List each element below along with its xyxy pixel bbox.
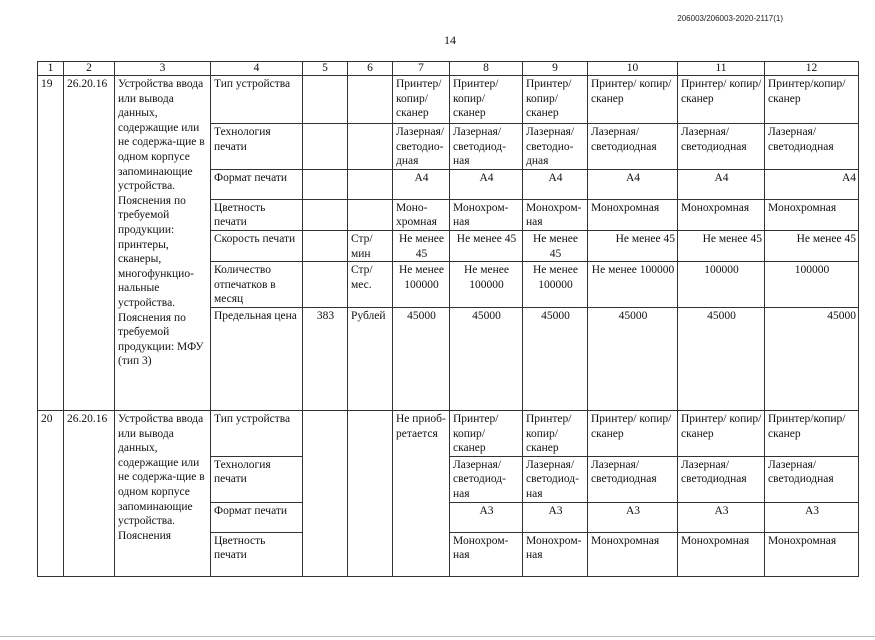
value-col12: Лазерная/ светодиодная <box>765 456 859 502</box>
value-col12: Не менее 45 <box>765 230 859 261</box>
page-number: 14 <box>444 33 456 47</box>
value-col11: Монохромная <box>678 532 765 576</box>
unit-code <box>303 230 348 261</box>
value-col9: Монохром-ная <box>523 532 588 576</box>
value-col12: A4 <box>765 169 859 199</box>
header-cell: 1 <box>38 62 64 76</box>
char-name: Тип устройства <box>211 410 303 456</box>
value-col10: A3 <box>588 502 678 532</box>
value-col8: Принтер/ копир/ сканер <box>450 76 523 124</box>
value-col11: 100000 <box>678 262 765 308</box>
value-col10: Принтер/ копир/сканер <box>588 410 678 456</box>
unit-code <box>303 262 348 308</box>
table-row <box>38 410 859 456</box>
char-name: Цветность печати <box>211 199 303 230</box>
value-col8: A4 <box>450 169 523 199</box>
header-row <box>38 62 859 76</box>
value-col9: Не менее 100000 <box>523 262 588 308</box>
unit-name <box>348 169 393 199</box>
value-col8: Монохром-ная <box>450 532 523 576</box>
value-col10: Принтер/ копир/сканер <box>588 76 678 124</box>
header-cell: 8 <box>450 62 523 76</box>
value-col7: Лазерная/ светодио-дная <box>393 124 450 170</box>
value-col9: Принтер/ копир/ сканер <box>523 410 588 456</box>
value-col8: A3 <box>450 502 523 532</box>
unit-name <box>348 124 393 170</box>
value-col7: 45000 <box>393 307 450 410</box>
value-col8: Принтер/ копир/ сканер <box>450 410 523 456</box>
value-col11: Монохромная <box>678 199 765 230</box>
unit-code <box>303 410 348 576</box>
value-col8: Лазерная/ светодиод-ная <box>450 124 523 170</box>
value-col11: Принтер/ копир/сканер <box>678 410 765 456</box>
value-col11: Принтер/ копир/сканер <box>678 76 765 124</box>
product-name: Устройства ввода или вывода данных, содержащие или не содержа-щие в одном корпусе запоминающие устройства. Пояснения <box>115 410 211 576</box>
value-col7: Принтер/ копир/ сканер <box>393 76 450 124</box>
value-col7: Моно-хромная <box>393 199 450 230</box>
header-cell: 12 <box>765 62 859 76</box>
value-col11: 45000 <box>678 307 765 410</box>
char-name: Цветность печати <box>211 532 303 576</box>
value-col10: Монохромная <box>588 199 678 230</box>
value-col12: Монохромная <box>765 532 859 576</box>
unit-name <box>348 410 393 576</box>
header-cell: 9 <box>523 62 588 76</box>
unit-code <box>303 169 348 199</box>
value-col9: 45000 <box>523 307 588 410</box>
value-col11: A4 <box>678 169 765 199</box>
header-cell: 5 <box>303 62 348 76</box>
value-col12: Принтер/копир/ сканер <box>765 76 859 124</box>
value-col9: A4 <box>523 169 588 199</box>
document-number: 206003/206003-2020-2117(1) <box>677 14 783 23</box>
value-col8: Не менее 100000 <box>450 262 523 308</box>
value-col8: 45000 <box>450 307 523 410</box>
value-col12: 45000 <box>765 307 859 410</box>
unit-name <box>348 76 393 124</box>
value-col10: 45000 <box>588 307 678 410</box>
char-name: Предельная цена <box>211 307 303 410</box>
char-name: Количество отпечатков в месяц <box>211 262 303 308</box>
header-cell: 4 <box>211 62 303 76</box>
value-col7: Не менее 45 <box>393 230 450 261</box>
unit-code <box>303 199 348 230</box>
value-col10: A4 <box>588 169 678 199</box>
value-col7: A4 <box>393 169 450 199</box>
value-col11: Лазерная/ светодиодная <box>678 456 765 502</box>
value-col12: Принтер/копир/ сканер <box>765 410 859 456</box>
header-cell: 10 <box>588 62 678 76</box>
value-col10: Монохромная <box>588 532 678 576</box>
header-cell: 6 <box>348 62 393 76</box>
value-col9: Не менее 45 <box>523 230 588 261</box>
unit-name: Рублей <box>348 307 393 410</box>
value-col9: Лазерная/ светодиод-ная <box>523 456 588 502</box>
value-col8: Не менее 45 <box>450 230 523 261</box>
unit-name <box>348 199 393 230</box>
char-name: Формат печати <box>211 502 303 532</box>
header-cell: 3 <box>115 62 211 76</box>
okpd-code: 26.20.16 <box>64 410 115 576</box>
value-col8: Лазерная/ светодиод-ная <box>450 456 523 502</box>
value-col12: Монохромная <box>765 199 859 230</box>
table-row <box>38 76 859 124</box>
char-name: Технология печати <box>211 124 303 170</box>
row-number: 19 <box>38 76 64 411</box>
value-col10: Лазерная/ светодиодная <box>588 456 678 502</box>
value-col9: Принтер/ копир/ сканер <box>523 76 588 124</box>
header-cell: 2 <box>64 62 115 76</box>
value-col7: Не приоб-ретается <box>393 410 450 576</box>
char-name: Технология печати <box>211 456 303 502</box>
value-col7: Не менее 100000 <box>393 262 450 308</box>
unit-code <box>303 124 348 170</box>
value-col9: Монохром-ная <box>523 199 588 230</box>
value-col10: Не менее 100000 <box>588 262 678 308</box>
unit-code: 383 <box>303 307 348 410</box>
row-number: 20 <box>38 410 64 576</box>
header-cell: 7 <box>393 62 450 76</box>
value-col9: A3 <box>523 502 588 532</box>
header-cell: 11 <box>678 62 765 76</box>
requirements-table <box>37 61 859 577</box>
unit-name: Стр/ мес. <box>348 262 393 308</box>
value-col9: Лазерная/ светодио-дная <box>523 124 588 170</box>
value-col12: A3 <box>765 502 859 532</box>
value-col11: A3 <box>678 502 765 532</box>
unit-name: Стр/ мин <box>348 230 393 261</box>
okpd-code: 26.20.16 <box>64 76 115 411</box>
value-col8: Монохром-ная <box>450 199 523 230</box>
value-col12: 100000 <box>765 262 859 308</box>
char-name: Тип устройства <box>211 76 303 124</box>
value-col11: Не менее 45 <box>678 230 765 261</box>
page-bottom-edge <box>0 636 875 637</box>
char-name: Формат печати <box>211 169 303 199</box>
value-col10: Не менее 45 <box>588 230 678 261</box>
value-col10: Лазерная/ светодиодная <box>588 124 678 170</box>
char-name: Скорость печати <box>211 230 303 261</box>
unit-code <box>303 76 348 124</box>
value-col12: Лазерная/ светодиодная <box>765 124 859 170</box>
value-col11: Лазерная/ светодиодная <box>678 124 765 170</box>
product-name: Устройства ввода или вывода данных, содержащие или не содержа-щие в одном корпусе запоминающие устройства. Пояснения по требуемой продукции: принтеры, сканеры, многофункцио-нальные устройства. Пояснения по требуемой продукции: МФУ (тип 3) <box>115 76 211 411</box>
